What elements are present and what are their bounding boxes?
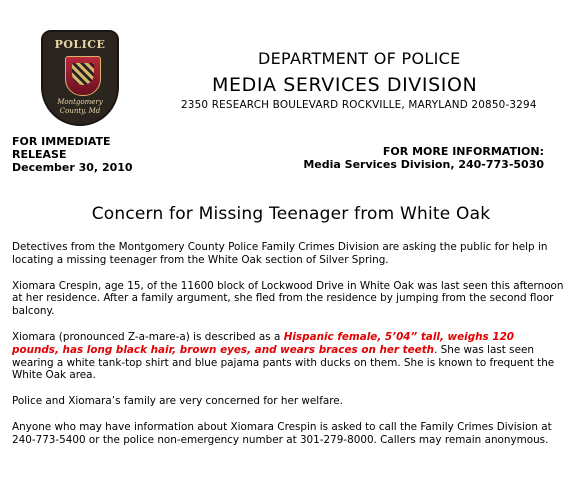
release-info	[12, 135, 133, 174]
release-line2: RELEASE	[12, 148, 67, 161]
badge-bottom-line1: Montgomery	[57, 98, 103, 106]
police-badge-logo	[41, 30, 119, 126]
division-heading: MEDIA SERVICES DIVISION	[212, 74, 478, 96]
contact-line2: Media Services Division, 240-773-5030	[303, 158, 544, 171]
paragraph-3	[12, 331, 564, 382]
paragraph-3-intro: Xiomara (pronounced Z-a-mare-a) is described as a	[12, 330, 284, 343]
contact-line1: FOR MORE INFORMATION:	[382, 145, 544, 158]
paragraph-5: Anyone who may have information about Xiomara Crespin is asked to call the Family Crimes Division at 240-773-5400 or the police non-emergency number at 301-279-8000. Callers may remain anonymous.	[12, 420, 552, 446]
department-heading: DEPARTMENT OF POLICE	[258, 49, 461, 68]
badge-bottom-text	[43, 98, 117, 116]
press-release-title: Concern for Missing Teenager from White Oak	[91, 204, 491, 224]
address-line: 2350 RESEARCH BOULEVARD ROCKVILLE, MARYLAND 20850-3294	[181, 99, 537, 111]
press-release-body	[12, 241, 564, 460]
release-line1: FOR IMMEDIATE	[12, 135, 111, 148]
contact-info	[303, 145, 544, 171]
description-highlight: Hispanic female, 5’04” tall, weighs 120 pounds, has long black hair, brown eyes, and wears braces on her teeth	[12, 330, 515, 356]
shield-icon	[65, 56, 101, 96]
paragraph-3-rest: . She was last seen wearing a white tank-top shirt and blue pajama pants with ducks on them. She is known to frequent the White Oak area.	[12, 343, 555, 382]
release-date: December 30, 2010	[12, 161, 133, 174]
paragraph-4: Police and Xiomara’s family are very concerned for her welfare.	[12, 395, 343, 408]
badge-bottom-line2: County, Md	[59, 107, 101, 115]
paragraph-1: Detectives from the Montgomery County Police Family Crimes Division are asking the public for help in locating a missing teenager from the White Oak section of Silver Spring.	[12, 241, 548, 266]
badge-top-text: POLICE	[54, 38, 106, 51]
paragraph-2: Xiomara Crespin, age 15, of the 11600 block of Lockwood Drive in White Oak was last seen this afternoon at her residence. After a family argument, she fled from the residence by jumping from the second floor balcony.	[12, 279, 564, 318]
